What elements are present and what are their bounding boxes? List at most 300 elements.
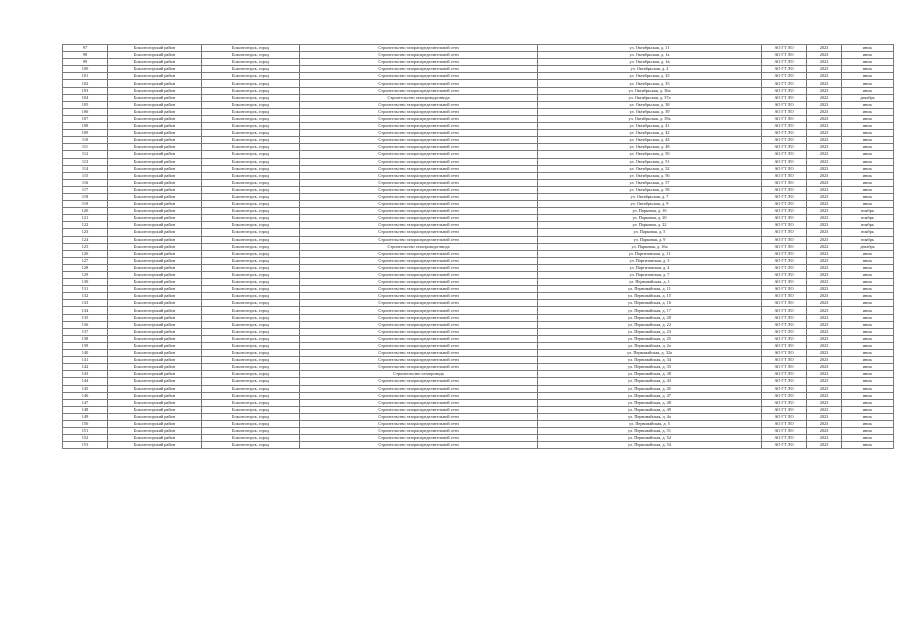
organization-cell: АО ГТ ЛО bbox=[762, 279, 807, 286]
row-number-cell: 126 bbox=[63, 250, 108, 257]
row-number-cell: 104 bbox=[63, 94, 108, 101]
work-type-cell: Строительство газораспределительной сети bbox=[300, 300, 538, 307]
table-body bbox=[63, 45, 894, 449]
table-row bbox=[63, 300, 894, 307]
address-cell: ул. Первомайская, д. 4а bbox=[538, 413, 762, 420]
district-cell: Бокситогорский район bbox=[108, 342, 202, 349]
address-cell: ул. Первомайская, д. 47 bbox=[538, 392, 762, 399]
address-cell: ул. Первомайская, д. 25 bbox=[538, 335, 762, 342]
district-cell: Бокситогорский район bbox=[108, 80, 202, 87]
month-cell: июль bbox=[842, 151, 894, 158]
address-cell: ул. Парковая, д. 5 bbox=[538, 229, 762, 236]
year-cell: 2022 bbox=[807, 94, 842, 101]
organization-cell: АО ГТ ЛО bbox=[762, 144, 807, 151]
month-cell: июль bbox=[842, 435, 894, 442]
address-cell: ул. Октябрьская, д. 38 bbox=[538, 101, 762, 108]
row-number-cell: 145 bbox=[63, 385, 108, 392]
district-cell: Бокситогорский район bbox=[108, 52, 202, 59]
work-type-cell: Строительство газораспределительной сети bbox=[300, 130, 538, 137]
row-number-cell: 112 bbox=[63, 151, 108, 158]
year-cell: 2023 bbox=[807, 172, 842, 179]
district-cell: Бокситогорский район bbox=[108, 229, 202, 236]
address-cell: ул. Октябрьская, д. 7 bbox=[538, 193, 762, 200]
row-number-cell: 124 bbox=[63, 236, 108, 243]
district-cell: Бокситогорский район bbox=[108, 123, 202, 130]
district-cell: Бокситогорский район bbox=[108, 328, 202, 335]
year-cell: 2023 bbox=[807, 115, 842, 122]
row-number-cell: 121 bbox=[63, 215, 108, 222]
organization-cell: АО ГТ ЛО bbox=[762, 137, 807, 144]
district-cell: Бокситогорский район bbox=[108, 45, 202, 52]
district-cell: Бокситогорский район bbox=[108, 321, 202, 328]
row-number-cell: 135 bbox=[63, 314, 108, 321]
table-row bbox=[63, 328, 894, 335]
work-type-cell: Строительство газораспределительной сети bbox=[300, 442, 538, 449]
year-cell: 2023 bbox=[807, 357, 842, 364]
table-row bbox=[63, 399, 894, 406]
district-cell: Бокситогорский район bbox=[108, 66, 202, 73]
table-row bbox=[63, 229, 894, 236]
address-cell: ул. Октябрьская, д. 36а bbox=[538, 87, 762, 94]
address-cell: ул. Первомайская, д. 54 bbox=[538, 442, 762, 449]
settlement-cell: Бокситогорск, город bbox=[202, 371, 300, 378]
organization-cell: АО ГТ ЛО bbox=[762, 201, 807, 208]
month-cell: июль bbox=[842, 59, 894, 66]
work-type-cell: Строительство газопровода-ввода bbox=[300, 243, 538, 250]
address-cell: ул. Парковая, д. 16а bbox=[538, 243, 762, 250]
settlement-cell: Бокситогорск, город bbox=[202, 222, 300, 229]
district-cell: Бокситогорский район bbox=[108, 250, 202, 257]
row-number-cell: 99 bbox=[63, 59, 108, 66]
work-type-cell: Строительство газораспределительной сети bbox=[300, 52, 538, 59]
work-type-cell: Строительство газораспределительной сети bbox=[300, 151, 538, 158]
work-type-cell: Строительство газораспределительной сети bbox=[300, 215, 538, 222]
row-number-cell: 148 bbox=[63, 406, 108, 413]
district-cell: Бокситогорский район bbox=[108, 264, 202, 271]
district-cell: Бокситогорский район bbox=[108, 144, 202, 151]
table-row bbox=[63, 371, 894, 378]
table-row bbox=[63, 208, 894, 215]
district-cell: Бокситогорский район bbox=[108, 165, 202, 172]
settlement-cell: Бокситогорск, город bbox=[202, 115, 300, 122]
table-row bbox=[63, 385, 894, 392]
organization-cell: АО ГТ ЛО bbox=[762, 87, 807, 94]
address-cell: ул. Первомайская, д. 17 bbox=[538, 307, 762, 314]
district-cell: Бокситогорский район bbox=[108, 357, 202, 364]
organization-cell: АО ГТ ЛО bbox=[762, 123, 807, 130]
organization-cell: АО ГТ ЛО bbox=[762, 250, 807, 257]
settlement-cell: Бокситогорск, город bbox=[202, 229, 300, 236]
year-cell: 2023 bbox=[807, 229, 842, 236]
settlement-cell: Бокситогорск, город bbox=[202, 328, 300, 335]
year-cell: 2023 bbox=[807, 420, 842, 427]
settlement-cell: Бокситогорск, город bbox=[202, 286, 300, 293]
table-row bbox=[63, 87, 894, 94]
table-row bbox=[63, 144, 894, 151]
month-cell: июль bbox=[842, 385, 894, 392]
address-cell: ул. Октябрьская, д. 48 bbox=[538, 144, 762, 151]
work-type-cell: Строительство газораспределительной сети bbox=[300, 229, 538, 236]
work-type-cell: Строительство газораспределительной сети bbox=[300, 172, 538, 179]
organization-cell: АО ГТ ЛО bbox=[762, 442, 807, 449]
table-row bbox=[63, 442, 894, 449]
work-type-cell: Строительство газораспределительной сети bbox=[300, 435, 538, 442]
year-cell: 2023 bbox=[807, 222, 842, 229]
settlement-cell: Бокситогорск, город bbox=[202, 300, 300, 307]
organization-cell: АО ГТ ЛО bbox=[762, 321, 807, 328]
row-number-cell: 138 bbox=[63, 335, 108, 342]
district-cell: Бокситогорский район bbox=[108, 435, 202, 442]
year-cell: 2023 bbox=[807, 108, 842, 115]
table-row bbox=[63, 94, 894, 101]
year-cell: 2023 bbox=[807, 364, 842, 371]
organization-cell: АО ГТ ЛО bbox=[762, 115, 807, 122]
month-cell: июль bbox=[842, 115, 894, 122]
year-cell: 2023 bbox=[807, 144, 842, 151]
month-cell: июль bbox=[842, 357, 894, 364]
settlement-cell: Бокситогорск, город bbox=[202, 257, 300, 264]
work-type-cell: Строительство газораспределительной сети bbox=[300, 115, 538, 122]
settlement-cell: Бокситогорск, город bbox=[202, 385, 300, 392]
month-cell: июль bbox=[842, 73, 894, 80]
row-number-cell: 146 bbox=[63, 392, 108, 399]
work-type-cell: Строительство газораспределительной сети bbox=[300, 307, 538, 314]
settlement-cell: Бокситогорск, город bbox=[202, 314, 300, 321]
address-cell: ул. Октябрьская, д. 1в bbox=[538, 59, 762, 66]
month-cell: ноябрь bbox=[842, 222, 894, 229]
organization-cell: АО ГТ ЛО bbox=[762, 151, 807, 158]
year-cell: 2023 bbox=[807, 186, 842, 193]
row-number-cell: 153 bbox=[63, 442, 108, 449]
district-cell: Бокситогорский район bbox=[108, 293, 202, 300]
address-cell: ул. Первомайская, д. 1 bbox=[538, 279, 762, 286]
month-cell: июль bbox=[842, 371, 894, 378]
organization-cell: АО ГТ ЛО bbox=[762, 108, 807, 115]
table-row bbox=[63, 172, 894, 179]
settlement-cell: Бокситогорск, город bbox=[202, 151, 300, 158]
work-type-cell: Строительство газораспределительной сети bbox=[300, 293, 538, 300]
table-row bbox=[63, 123, 894, 130]
table-row bbox=[63, 321, 894, 328]
month-cell: декабрь bbox=[842, 94, 894, 101]
organization-cell: АО ГТ ЛО bbox=[762, 130, 807, 137]
table-row bbox=[63, 201, 894, 208]
month-cell: июль bbox=[842, 392, 894, 399]
month-cell: июль bbox=[842, 179, 894, 186]
year-cell: 2023 bbox=[807, 286, 842, 293]
year-cell: 2023 bbox=[807, 257, 842, 264]
month-cell: июль bbox=[842, 314, 894, 321]
row-number-cell: 137 bbox=[63, 328, 108, 335]
row-number-cell: 144 bbox=[63, 378, 108, 385]
year-cell: 2023 bbox=[807, 151, 842, 158]
work-type-cell: Строительство газопровода-ввода bbox=[300, 94, 538, 101]
address-cell: ул. Первомайская, д. 23 bbox=[538, 328, 762, 335]
table-row bbox=[63, 307, 894, 314]
month-cell: июль bbox=[842, 80, 894, 87]
organization-cell: АО ГТ ЛО bbox=[762, 208, 807, 215]
table-row bbox=[63, 286, 894, 293]
organization-cell: АО ГТ ЛО bbox=[762, 399, 807, 406]
month-cell: июль bbox=[842, 279, 894, 286]
organization-cell: АО ГТ ЛО bbox=[762, 385, 807, 392]
address-cell: ул. Октябрьская, д. 50 bbox=[538, 151, 762, 158]
address-cell: ул. Первомайская, д. 32а bbox=[538, 350, 762, 357]
month-cell: июль bbox=[842, 123, 894, 130]
year-cell: 2023 bbox=[807, 264, 842, 271]
table-row bbox=[63, 357, 894, 364]
settlement-cell: Бокситогорск, город bbox=[202, 307, 300, 314]
month-cell: июль bbox=[842, 130, 894, 137]
year-cell: 2023 bbox=[807, 442, 842, 449]
organization-cell: АО ГТ ЛО bbox=[762, 272, 807, 279]
settlement-cell: Бокситогорск, город bbox=[202, 357, 300, 364]
row-number-cell: 122 bbox=[63, 222, 108, 229]
table-row bbox=[63, 236, 894, 243]
address-cell: ул. Партизанская, д. 4 bbox=[538, 264, 762, 271]
district-cell: Бокситогорский район bbox=[108, 115, 202, 122]
month-cell: июль bbox=[842, 286, 894, 293]
address-cell: ул. Парковая, д. 16 bbox=[538, 208, 762, 215]
year-cell: 2023 bbox=[807, 392, 842, 399]
year-cell: 2023 bbox=[807, 293, 842, 300]
year-cell: 2023 bbox=[807, 314, 842, 321]
month-cell: ноябрь bbox=[842, 236, 894, 243]
address-cell: ул. Первомайская, д. 34 bbox=[538, 357, 762, 364]
district-cell: Бокситогорский район bbox=[108, 314, 202, 321]
table-row bbox=[63, 108, 894, 115]
work-type-cell: Строительство газораспределительной сети bbox=[300, 179, 538, 186]
settlement-cell: Бокситогорск, город bbox=[202, 208, 300, 215]
district-cell: Бокситогорский район bbox=[108, 222, 202, 229]
address-cell: ул. Первомайская, д. 16 bbox=[538, 300, 762, 307]
year-cell: 2023 bbox=[807, 435, 842, 442]
year-cell: 2023 bbox=[807, 130, 842, 137]
settlement-cell: Бокситогорск, город bbox=[202, 94, 300, 101]
settlement-cell: Бокситогорск, город bbox=[202, 193, 300, 200]
district-cell: Бокситогорский район bbox=[108, 108, 202, 115]
row-number-cell: 152 bbox=[63, 435, 108, 442]
address-cell: ул. Первомайская, д. 52 bbox=[538, 435, 762, 442]
month-cell: июль bbox=[842, 342, 894, 349]
month-cell: июль bbox=[842, 52, 894, 59]
address-cell: ул. Партизанская, д. 3 bbox=[538, 257, 762, 264]
table-row bbox=[63, 342, 894, 349]
table-row bbox=[63, 193, 894, 200]
year-cell: 2022 bbox=[807, 243, 842, 250]
year-cell: 2023 bbox=[807, 300, 842, 307]
table-row bbox=[63, 179, 894, 186]
year-cell: 2023 bbox=[807, 307, 842, 314]
organization-cell: АО ГТ ЛО bbox=[762, 435, 807, 442]
settlement-cell: Бокситогорск, город bbox=[202, 101, 300, 108]
address-cell: ул. Партизанская, д. 7 bbox=[538, 272, 762, 279]
settlement-cell: Бокситогорск, город bbox=[202, 364, 300, 371]
table-row bbox=[63, 52, 894, 59]
work-type-cell: Строительство газораспределительной сети bbox=[300, 59, 538, 66]
settlement-cell: Бокситогорск, город bbox=[202, 130, 300, 137]
settlement-cell: Бокситогорск, город bbox=[202, 158, 300, 165]
table-row bbox=[63, 279, 894, 286]
work-type-cell: Строительство газораспределительной сети bbox=[300, 201, 538, 208]
organization-cell: АО ГТ ЛО bbox=[762, 94, 807, 101]
organization-cell: АО ГТ ЛО bbox=[762, 186, 807, 193]
settlement-cell: Бокситогорск, город bbox=[202, 201, 300, 208]
table-row bbox=[63, 413, 894, 420]
address-cell: ул. Октябрьская, д. 44 bbox=[538, 137, 762, 144]
work-type-cell: Строительство газораспределительной сети bbox=[300, 73, 538, 80]
work-type-cell: Строительство газораспределительной сети bbox=[300, 272, 538, 279]
district-cell: Бокситогорский район bbox=[108, 406, 202, 413]
address-cell: ул. Октябрьская, д. 41 bbox=[538, 123, 762, 130]
work-type-cell: Строительство газораспределительной сети bbox=[300, 144, 538, 151]
table-row bbox=[63, 45, 894, 52]
row-number-cell: 140 bbox=[63, 350, 108, 357]
row-number-cell: 143 bbox=[63, 371, 108, 378]
work-type-cell: Строительство газораспределительной сети bbox=[300, 101, 538, 108]
settlement-cell: Бокситогорск, город bbox=[202, 279, 300, 286]
table-row bbox=[63, 428, 894, 435]
row-number-cell: 105 bbox=[63, 101, 108, 108]
year-cell: 2023 bbox=[807, 59, 842, 66]
work-type-cell: Строительство газораспределительной сети bbox=[300, 406, 538, 413]
district-cell: Бокситогорский район bbox=[108, 243, 202, 250]
table-row bbox=[63, 165, 894, 172]
year-cell: 2023 bbox=[807, 193, 842, 200]
address-cell: ул. Первомайская, д. 20 bbox=[538, 314, 762, 321]
work-type-cell: Строительство газораспределительной сети bbox=[300, 66, 538, 73]
settlement-cell: Бокситогорск, город bbox=[202, 406, 300, 413]
year-cell: 2023 bbox=[807, 165, 842, 172]
row-number-cell: 147 bbox=[63, 399, 108, 406]
district-cell: Бокситогорский район bbox=[108, 73, 202, 80]
work-type-cell: Строительство газораспределительной сети bbox=[300, 314, 538, 321]
row-number-cell: 116 bbox=[63, 179, 108, 186]
organization-cell: АО ГТ ЛО bbox=[762, 350, 807, 357]
district-cell: Бокситогорский район bbox=[108, 172, 202, 179]
district-cell: Бокситогорский район bbox=[108, 215, 202, 222]
work-type-cell: Строительство газораспределительной сети bbox=[300, 357, 538, 364]
row-number-cell: 139 bbox=[63, 342, 108, 349]
district-cell: Бокситогорский район bbox=[108, 272, 202, 279]
work-type-cell: Строительство газораспределительной сети bbox=[300, 385, 538, 392]
year-cell: 2023 bbox=[807, 66, 842, 73]
work-type-cell: Строительство газораспределительной сети bbox=[300, 279, 538, 286]
work-type-cell: Строительство газораспределительной сети bbox=[300, 158, 538, 165]
address-cell: ул. Октябрьская, д. 58 bbox=[538, 186, 762, 193]
organization-cell: АО ГТ ЛО bbox=[762, 243, 807, 250]
district-cell: Бокситогорский район bbox=[108, 399, 202, 406]
year-cell: 2023 bbox=[807, 137, 842, 144]
settlement-cell: Бокситогорск, город bbox=[202, 399, 300, 406]
district-cell: Бокситогорский район bbox=[108, 186, 202, 193]
year-cell: 2023 bbox=[807, 179, 842, 186]
table-row bbox=[63, 130, 894, 137]
table-row bbox=[63, 257, 894, 264]
organization-cell: АО ГТ ЛО bbox=[762, 59, 807, 66]
table-row bbox=[63, 80, 894, 87]
address-cell: ул. Партизанская, д. 11 bbox=[538, 250, 762, 257]
month-cell: июль bbox=[842, 250, 894, 257]
address-cell: ул. Октябрьская, д. 57 bbox=[538, 179, 762, 186]
row-number-cell: 128 bbox=[63, 264, 108, 271]
year-cell: 2023 bbox=[807, 279, 842, 286]
organization-cell: АО ГТ ЛО bbox=[762, 286, 807, 293]
settlement-cell: Бокситогорск, город bbox=[202, 250, 300, 257]
work-type-cell: Строительство газораспределительной сети bbox=[300, 328, 538, 335]
work-type-cell: Строительство газораспределительной сети bbox=[300, 250, 538, 257]
organization-cell: АО ГТ ЛО bbox=[762, 371, 807, 378]
table-row bbox=[63, 364, 894, 371]
year-cell: 2023 bbox=[807, 371, 842, 378]
table-row bbox=[63, 151, 894, 158]
month-cell: июль bbox=[842, 406, 894, 413]
work-type-cell: Строительство газораспределительной сети bbox=[300, 108, 538, 115]
row-number-cell: 110 bbox=[63, 137, 108, 144]
settlement-cell: Бокситогорск, город bbox=[202, 378, 300, 385]
organization-cell: АО ГТ ЛО bbox=[762, 328, 807, 335]
organization-cell: АО ГТ ЛО bbox=[762, 413, 807, 420]
organization-cell: АО ГТ ЛО bbox=[762, 236, 807, 243]
settlement-cell: Бокситогорск, город bbox=[202, 73, 300, 80]
settlement-cell: Бокситогорск, город bbox=[202, 179, 300, 186]
table-row bbox=[63, 378, 894, 385]
work-type-cell: Строительство газораспределительной сети bbox=[300, 123, 538, 130]
month-cell: июль bbox=[842, 137, 894, 144]
address-cell: ул. Октябрьская, д. 35 bbox=[538, 80, 762, 87]
organization-cell: АО ГТ ЛО bbox=[762, 293, 807, 300]
address-cell: ул. Октябрьская, д. 56 bbox=[538, 172, 762, 179]
month-cell: июль bbox=[842, 264, 894, 271]
settlement-cell: Бокситогорск, город bbox=[202, 442, 300, 449]
month-cell: июль bbox=[842, 165, 894, 172]
row-number-cell: 114 bbox=[63, 165, 108, 172]
settlement-cell: Бокситогорск, город bbox=[202, 435, 300, 442]
district-cell: Бокситогорский район bbox=[108, 101, 202, 108]
organization-cell: АО ГТ ЛО bbox=[762, 165, 807, 172]
work-type-cell: Строительство газораспределительной сети bbox=[300, 350, 538, 357]
settlement-cell: Бокситогорск, город bbox=[202, 335, 300, 342]
month-cell: июль bbox=[842, 300, 894, 307]
address-cell: ул. Первомайская, д. 22 bbox=[538, 321, 762, 328]
organization-cell: АО ГТ ЛО bbox=[762, 300, 807, 307]
month-cell: июль bbox=[842, 272, 894, 279]
district-cell: Бокситогорский район bbox=[108, 193, 202, 200]
organization-cell: АО ГТ ЛО bbox=[762, 314, 807, 321]
work-type-cell: Строительство газораспределительной сети bbox=[300, 257, 538, 264]
work-type-cell: Строительство газораспределительной сети bbox=[300, 378, 538, 385]
address-cell: ул. Первомайская, д. 38 bbox=[538, 371, 762, 378]
table-row bbox=[63, 243, 894, 250]
month-cell: июль bbox=[842, 101, 894, 108]
row-number-cell: 127 bbox=[63, 257, 108, 264]
year-cell: 2023 bbox=[807, 45, 842, 52]
settlement-cell: Бокситогорск, город bbox=[202, 144, 300, 151]
year-cell: 2023 bbox=[807, 413, 842, 420]
row-number-cell: 132 bbox=[63, 293, 108, 300]
organization-cell: АО ГТ ЛО bbox=[762, 179, 807, 186]
settlement-cell: Бокситогорск, город bbox=[202, 137, 300, 144]
address-cell: ул. Первомайская, д. 43 bbox=[538, 378, 762, 385]
row-number-cell: 151 bbox=[63, 428, 108, 435]
organization-cell: АО ГТ ЛО bbox=[762, 392, 807, 399]
work-type-cell: Строительство газораспределительной сети bbox=[300, 335, 538, 342]
district-cell: Бокситогорский район bbox=[108, 279, 202, 286]
month-cell: июль bbox=[842, 307, 894, 314]
settlement-cell: Бокситогорск, город bbox=[202, 293, 300, 300]
year-cell: 2023 bbox=[807, 52, 842, 59]
district-cell: Бокситогорский район bbox=[108, 94, 202, 101]
